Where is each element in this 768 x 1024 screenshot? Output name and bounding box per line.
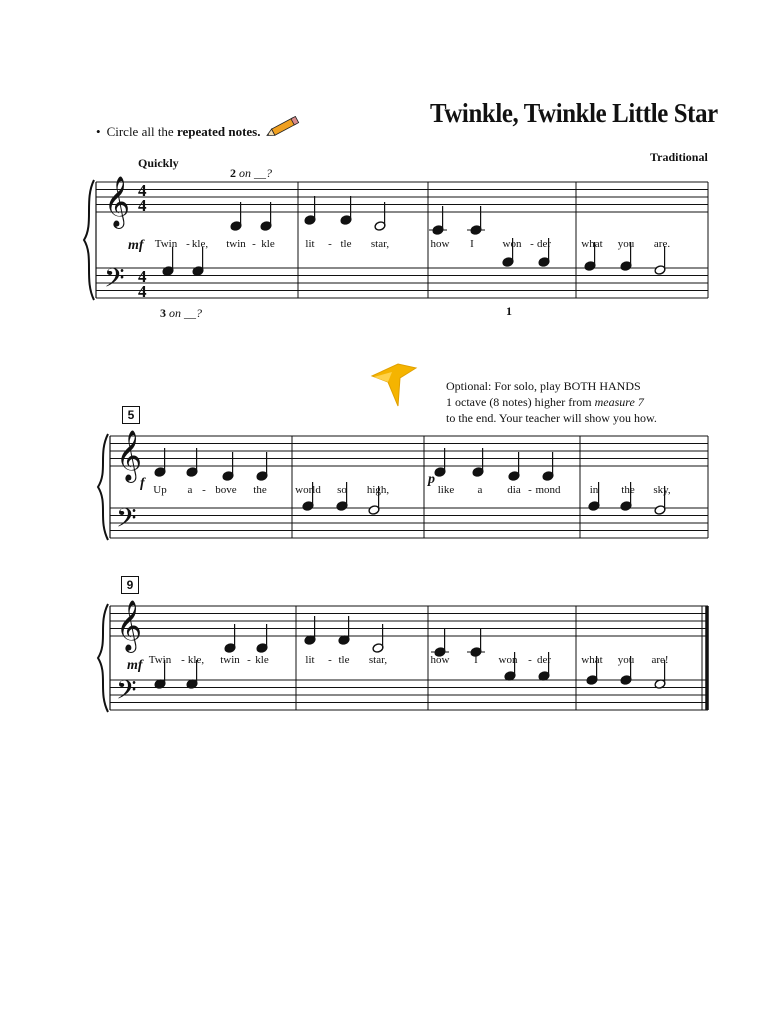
bullet: • <box>96 124 101 139</box>
lyric-syllable: tle <box>340 238 352 250</box>
treble-clef-icon: 𝄞 <box>116 430 143 481</box>
lyric-syllable: in <box>589 484 599 496</box>
lyric-syllable: - <box>252 238 256 250</box>
lyric-syllable: world <box>295 484 321 496</box>
finger-question-text: on __? <box>169 306 202 320</box>
time-signature: 4 <box>138 196 147 215</box>
tempo-marking: Quickly <box>138 156 179 170</box>
lyric-syllable: I <box>470 238 474 250</box>
lyric-syllable: I <box>474 654 478 666</box>
lyric-syllable: sky, <box>653 484 671 496</box>
finger-digit: 1 <box>506 304 512 318</box>
dynamic-marking: f <box>140 476 145 491</box>
optional-line-2-text: 1 octave (8 notes) higher from <box>446 395 592 409</box>
lyric-syllable: the <box>621 484 635 496</box>
lyric-syllable: - <box>186 238 190 250</box>
lyric-syllable: der <box>536 654 552 666</box>
measure-number-box: 9 <box>121 576 139 594</box>
finger-number: 2 <box>230 166 236 180</box>
lyric-syllable: - <box>181 654 185 666</box>
lyric-syllable: dia <box>507 484 521 496</box>
lyric-syllable: Twin <box>148 654 172 666</box>
lyric-syllable: lit <box>305 238 315 250</box>
lyric-syllable: twin <box>220 654 240 666</box>
lyric-syllable: are. <box>653 238 671 250</box>
lyric-syllable: tle <box>338 654 350 666</box>
lyric-syllable: - <box>528 484 532 496</box>
lyric-syllable: won <box>502 238 522 250</box>
dynamic-marking: mf <box>127 658 143 673</box>
bass-clef-icon: 𝄢 <box>116 674 137 712</box>
composer: Traditional <box>650 150 708 164</box>
lyric-syllable: - <box>328 238 332 250</box>
lyric-syllable: der <box>536 238 552 250</box>
lyric-syllable: - <box>528 654 532 666</box>
lyric-syllable: bove <box>215 484 237 496</box>
lyric-syllable: a <box>477 484 483 496</box>
page-title: Twinkle, Twinkle Little Star <box>430 98 718 128</box>
optional-line-2-italic: measure 7 <box>594 395 644 409</box>
optional-line-1: Optional: For solo, play BOTH HANDS <box>446 379 641 393</box>
lyric-syllable: you <box>617 238 635 250</box>
finger-number: 3 <box>160 306 166 320</box>
optional-line-3: to the end. Your teacher will show you how. <box>446 411 657 425</box>
lyric-syllable: - <box>328 654 332 666</box>
brace <box>98 434 108 540</box>
lyric-syllable: Up <box>153 484 167 496</box>
lyric-syllable: twin <box>226 238 246 250</box>
lyric-syllable: kle <box>261 238 275 250</box>
lyric-syllable: - <box>202 484 206 496</box>
time-signature: 4 <box>138 282 147 301</box>
lyric-syllable: what <box>581 238 603 250</box>
instruction-bold: repeated notes. <box>176 124 261 139</box>
lyric-syllable: kle <box>255 654 269 666</box>
brace <box>84 180 94 300</box>
bass-clef-icon: 𝄢 <box>104 262 125 300</box>
lyric-syllable: the <box>253 484 267 496</box>
lyric-syllable: mond <box>535 484 561 496</box>
lyric-syllable: how <box>430 238 450 250</box>
lyric-syllable: are! <box>651 654 669 666</box>
lyric-syllable: - <box>530 238 534 250</box>
lyric-syllable: so <box>337 484 347 496</box>
lyric-syllable: high, <box>366 484 390 496</box>
dynamic-marking: p <box>428 472 435 487</box>
time-signature: 4 <box>138 181 147 200</box>
dynamic-marking: mf <box>128 238 144 253</box>
bass-clef-icon: 𝄢 <box>116 502 137 540</box>
lyric-syllable: a <box>187 484 193 496</box>
lyric-syllable: how <box>430 654 450 666</box>
lyric-syllable: kle, <box>187 654 205 666</box>
treble-clef-icon: 𝄞 <box>104 176 131 227</box>
finger-question-text: on __? <box>239 166 272 180</box>
lyric-syllable: Twin <box>154 238 178 250</box>
lyric-syllable: lit <box>305 654 315 666</box>
lyric-syllable: like <box>437 484 455 496</box>
measure-number-box: 5 <box>122 406 140 424</box>
lyric-syllable: won <box>498 654 518 666</box>
instruction-prefix: Circle all the <box>106 124 174 139</box>
lyric-syllable: you <box>617 654 635 666</box>
lyric-syllable: star, <box>368 654 388 666</box>
lyric-syllable: what <box>581 654 603 666</box>
time-signature: 4 <box>138 267 147 286</box>
brace <box>98 604 108 712</box>
lyric-syllable: - <box>247 654 251 666</box>
treble-clef-icon: 𝄞 <box>116 600 143 651</box>
lyric-syllable: star, <box>370 238 390 250</box>
lyric-syllable: kle, <box>191 238 209 250</box>
